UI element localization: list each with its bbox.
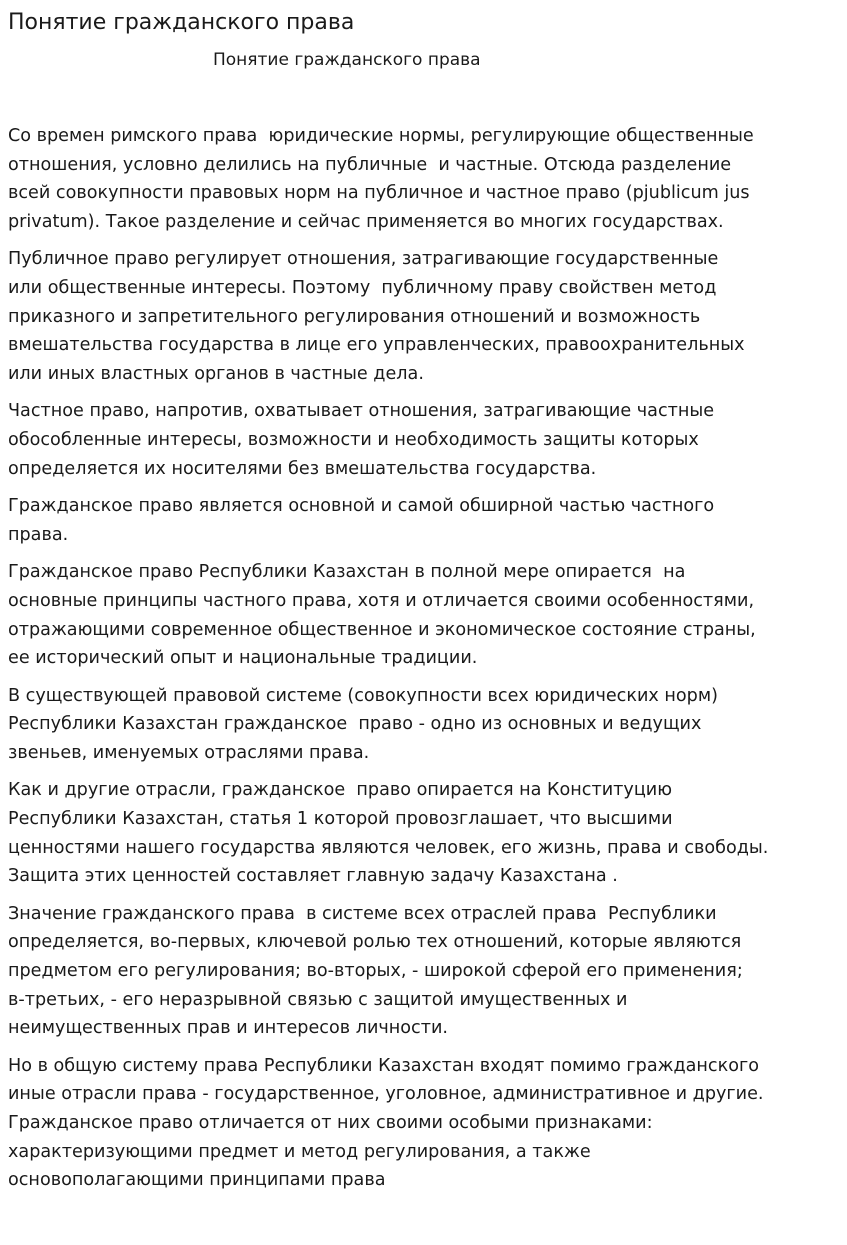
paragraph-line: Республики Казахстан, статья 1 которой провозглашает, что высшими xyxy=(8,809,673,830)
paragraph xyxy=(8,900,839,1043)
paragraph-line: звеньев, именуемых отраслями права. xyxy=(8,742,370,763)
paragraph-line: Гражданское право является основной и самой обширной частью частного xyxy=(8,496,715,517)
paragraph-line: Республики Казахстан гражданское право - одно из основных и ведущих xyxy=(8,714,702,735)
paragraph-line: основополагающими принципами права xyxy=(8,1170,386,1191)
paragraph-line: privatum). Такое разделение и сейчас применяется во многих государствах. xyxy=(8,211,724,232)
paragraph-line: Гражданское право отличается от них своими особыми признаками: xyxy=(8,1113,653,1133)
paragraph-line: Публичное право регулирует отношения, затрагивающие государственные xyxy=(8,249,719,270)
paragraph xyxy=(8,245,839,388)
paragraph-line: приказного и запретительного регулирования отношений и возможность xyxy=(8,306,701,327)
paragraph-line: обособленные интересы, возможности и необходимость защиты которых xyxy=(8,429,699,450)
paragraph-line: или иных властных органов в частные дела. xyxy=(8,363,424,384)
paragraph xyxy=(8,492,839,549)
paragraph-line: Но в общую систему права Республики Казахстан входят помимо гражданского xyxy=(8,1055,759,1076)
paragraph xyxy=(8,558,839,672)
paragraph xyxy=(8,776,839,890)
paragraph-line: определяется, во-первых, ключевой ролью тех отношений, которые являются xyxy=(8,932,742,953)
paragraph-line: ее исторический опыт и национальные традиции. xyxy=(8,648,478,669)
paragraph xyxy=(8,682,839,768)
paragraph-line: Гражданское право Республики Казахстан в полной мере опирается на xyxy=(8,562,686,583)
paragraph-line: иные отрасли права - государственное, уголовное, административное и другие. xyxy=(8,1084,764,1105)
paragraph-line: определяется их носителями без вмешательства государства. xyxy=(8,458,597,479)
paragraph xyxy=(8,1052,839,1195)
paragraph-line: Как и другие отрасли, гражданское право опирается на Конституцию xyxy=(8,780,673,801)
paragraph-line: основные принципы частного права, хотя и отличается своими особенностями, xyxy=(8,590,755,611)
document-body xyxy=(8,122,839,1195)
paragraph xyxy=(8,122,839,236)
paragraph-line: или общественные интересы. Поэтому публичному праву свойствен метод xyxy=(8,277,717,298)
paragraph-line: Со времен римского права юридические нормы, регулирующие общественные xyxy=(8,126,754,146)
paragraph-line: всей совокупности правовых норм на публичное и частное право (pjublicum jus xyxy=(8,183,750,204)
paragraph-line: Частное право, напротив, охватывает отношения, затрагивающие частные xyxy=(8,401,715,422)
paragraph-line: неимущественных прав и интересов личности. xyxy=(8,1018,448,1039)
paragraph-line: ценностями нашего государства являются человек, его жизнь, права и свободы. xyxy=(8,837,769,858)
paragraph-line: вмешательства государства в лице его управленческих, правоохранительных xyxy=(8,335,745,356)
paragraph-line: В существующей правовой системе (совокупности всех юридических норм) xyxy=(8,685,718,706)
paragraph-line: права. xyxy=(8,524,69,545)
page-subtitle: Понятие гражданского права xyxy=(213,50,481,70)
paragraph-line: в-третьих, - его неразрывной связью с защитой имущественных и xyxy=(8,989,628,1010)
paragraph-line: предметом его регулирования; во-вторых, - широкой сферой его применения; xyxy=(8,961,743,982)
paragraph-line: характеризующими предмет и метод регулирования, а также xyxy=(8,1141,591,1162)
paragraph xyxy=(8,397,839,483)
paragraph-line: Значение гражданского права в системе всех отраслей права Республики xyxy=(8,903,717,924)
page-title: Понятие гражданского права xyxy=(8,10,355,35)
paragraph-line: отражающими современное общественное и экономическое состояние страны, xyxy=(8,619,756,640)
paragraph-line: отношения, условно делились на публичные и частные. Отсюда разделение xyxy=(8,154,732,175)
paragraph-line: Защита этих ценностей составляет главную задачу Казахстана . xyxy=(8,866,618,887)
